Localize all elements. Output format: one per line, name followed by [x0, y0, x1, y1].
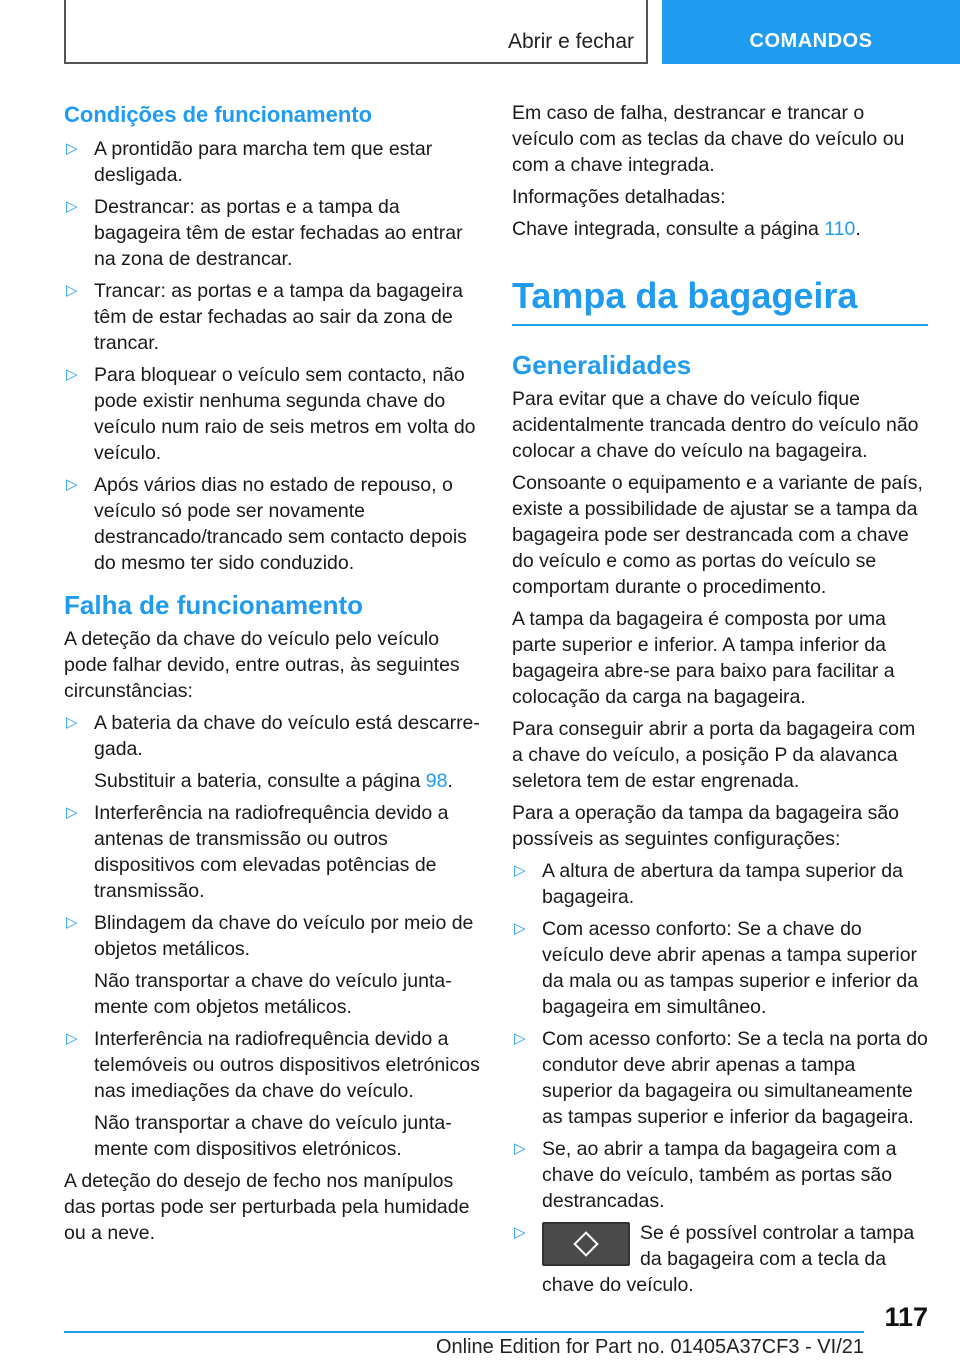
footer-edition: Online Edition for Part no. 01405A37CF3 - VI/21 — [435, 1336, 864, 1358]
interference-note: Não transportar a chave do veículo juntamente com dispositivos eletrónicos. — [94, 1112, 452, 1160]
list-item: ▷ Blindagem da chave do veículo por meio de objetos metálicos. — [66, 912, 474, 960]
header-section-tab — [64, 0, 648, 64]
bullet-icon: ▷ — [514, 1030, 526, 1047]
trunk-key-button-icon — [542, 1222, 630, 1266]
bullet-icon: ▷ — [514, 920, 526, 937]
paragraph: Para conseguir abrir a porta da bagageira com a chave do veículo, a posição P da alavanca seletora tem de estar engrenada. — [512, 718, 916, 792]
left-column — [64, 100, 480, 1252]
battery-reference: Substituir a bateria, consulte a página 98. — [94, 770, 453, 792]
paragraph: Para a operação da tampa da bagageira são possíveis as seguintes configurações: — [512, 802, 900, 850]
list-item: ▷ A prontidão para marcha tem que estar desligada. — [66, 138, 433, 186]
bullet-icon: ▷ — [66, 198, 78, 215]
closing-note: A deteção do desejo de fecho nos manípulos das portas pode ser perturbada pela humidade ou a neve. — [64, 1170, 470, 1244]
heading-failure: Falha de funcionamento — [64, 590, 364, 620]
footer-divider — [64, 1331, 864, 1333]
list-item: ▷ Interferência na radiofrequência devido a telemóveis ou outros dispositivos eletrónicos nas imediações da chave do veículo. — [66, 1028, 480, 1102]
list-item: ▷ Com acesso conforto: Se a chave do veículo deve abrir apenas a tampa superior da mala ou as tampas superior e inferior da bagageira em simultâneo. — [514, 918, 919, 1018]
bullet-icon: ▷ — [66, 476, 78, 493]
list-item: ▷ Se, ao abrir a tampa da bagageira com a chave do veículo, também as portas são destrancadas. — [514, 1138, 897, 1212]
paragraph: Para evitar que a chave do veículo fique acidentalmente trancada dentro do veículo não colocar a chave do veículo na bagageira. — [512, 388, 919, 462]
info-label: Informações detalhadas: — [512, 186, 726, 208]
list-item: ▷ Destrancar: as portas e a tampa da bagageira têm de estar fechadas ao entrar na zona de destrancar. — [66, 196, 463, 270]
page-link-98[interactable]: 98 — [425, 770, 448, 792]
shield-note: Não transportar a chave do veículo juntamente com objetos metálicos. — [94, 970, 452, 1018]
header-chapter-title: COMANDOS — [749, 30, 873, 52]
bullet-icon: ▷ — [66, 1030, 78, 1047]
list-item: ▷ Trancar: as portas e a tampa da bagageira têm de estar fechadas ao sair da zona de trancar. — [66, 280, 463, 354]
header-section-title: Abrir e fechar — [507, 30, 634, 53]
heading-conditions: Condições de funcionamento — [64, 102, 373, 127]
heading-general: Generalidades — [512, 350, 692, 380]
bullet-icon: ▷ — [514, 1140, 526, 1157]
bullet-icon: ▷ — [66, 282, 78, 299]
bullet-icon: ▷ — [66, 140, 78, 157]
right-column — [512, 100, 928, 1304]
bullet-icon: ▷ — [514, 862, 526, 879]
list-item: ▷ Se é possível controlar a tampa da bagageira com a tecla da chave do veículo. — [514, 1222, 915, 1296]
page-link-110[interactable]: 110 — [824, 218, 856, 240]
info-reference: Chave integrada, consulte a página 110. — [512, 218, 861, 240]
header-chapter-tab — [662, 0, 960, 64]
failure-continuation: Em caso de falha, destrancar e trancar o veículo com as teclas da chave do veículo ou com a chave integrada. — [512, 102, 905, 176]
paragraph: A tampa da bagageira é composta por uma parte superior e inferior. A tampa inferior da bagageira abre-se para baixo para facilitar a colocação da carga na bagageira. — [512, 608, 895, 708]
list-item: ▷ Interferência na radiofrequência devido a antenas de transmissão ou outros dispositivos com elevadas potências de transmissão. — [66, 802, 449, 902]
bullet-icon: ▷ — [66, 914, 78, 931]
heading-trunk: Tampa da bagageira — [512, 248, 928, 326]
failure-intro: A deteção da chave do veículo pelo veículo pode falhar devido, entre outras, às seguintes circunstâncias: — [64, 628, 460, 702]
paragraph: Consoante o equipamento e a variante de país, existe a possibilidade de ajustar se a tampa da bagageira pode ser destrancada com a chave do veículo e como as portas do veículo se comportam durante o procedimento. — [512, 472, 923, 598]
bullet-icon: ▷ — [514, 1224, 526, 1241]
list-item: ▷ Para bloquear o veículo sem contacto, não pode existir nenhuma segunda chave do veículo num raio de seis metros em volta do veículo. — [66, 364, 476, 464]
list-item: ▷ Com acesso conforto: Se a tecla na porta do condutor deve abrir apenas a tampa superior da bagageira ou simultaneamente as tampas superior e inferior da bagageira. — [514, 1028, 928, 1128]
bullet-icon: ▷ — [66, 804, 78, 821]
bullet-icon: ▷ — [66, 366, 78, 383]
list-item: ▷ A bateria da chave do veículo está descarregada. — [66, 712, 480, 760]
page-number: 117 — [884, 1302, 928, 1332]
list-item: ▷ A altura de abertura da tampa superior da bagageira. — [514, 860, 903, 908]
bullet-icon: ▷ — [66, 714, 78, 731]
list-item: ▷ Após vários dias no estado de repouso, o veículo só pode ser novamente destrancado/trancado sem contacto depois do mesmo ter sido conduzido. — [66, 474, 467, 574]
